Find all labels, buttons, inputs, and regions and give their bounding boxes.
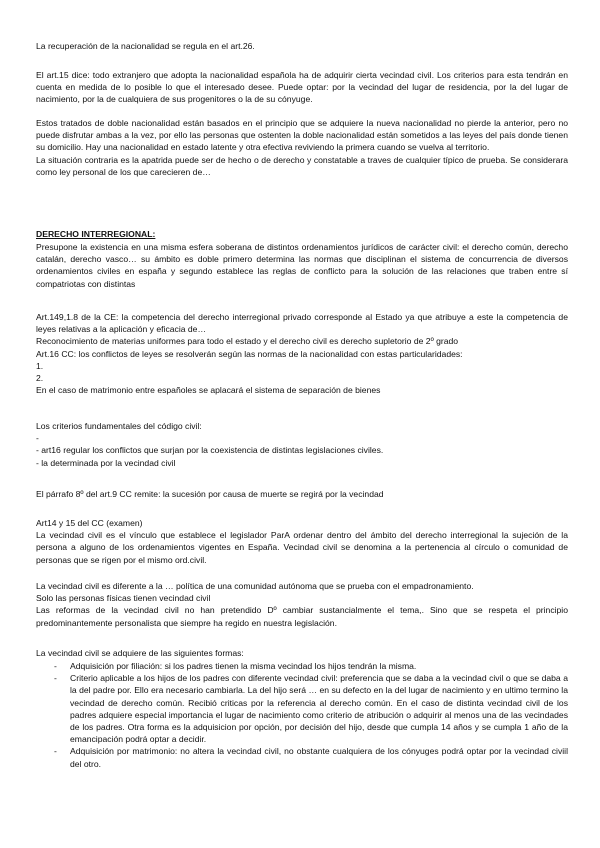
dash-item: - art16 regular los conflictos que surjan por la coexistencia de distintas legislaciones civiles. (36, 445, 384, 456)
paragraph-text: Estos tratados de doble nacionalidad están basados en el principio que se adquiere la nueva nacionalidad no pierde la anterior, pero no puede disfrutar ambas a la vez, por ello las personas que ostenten la doble nacionalidad están sometidos a las leyes del país donde tienen su domicilio. Hay una nacionalidad en estado latente y otra efectiva reviviendo la primera cuando se vuelva al territorio. (36, 118, 568, 153)
paragraph (36, 647, 568, 659)
paragraph (36, 488, 568, 500)
paragraph (36, 420, 568, 469)
paragraph (36, 241, 568, 290)
paragraph (36, 40, 568, 52)
dash-marker: - (54, 661, 57, 671)
dash-item: - la determinada por la vecindad civil (36, 457, 176, 468)
paragraph-text: La vecindad civil es diferente a la … política de una comunidad autónoma que se prueba con el empadronamiento. (36, 581, 474, 591)
paragraph-text: El párrafo 8º del art.9 CC remite: la sucesión por causa de muerte se regirá por la vecindad (36, 489, 384, 499)
dash-marker: - (54, 673, 57, 684)
heading-text: DERECHO INTERREGIONAL: (36, 229, 156, 239)
paragraph-text: La situación contraria es la apatrida puede ser de hecho o de derecho y constatable a traves de cualquier típico de prueba. Se considerara como ley personal de los que carecieren de… (36, 154, 568, 177)
list-item-text: Criterio aplicable a los hijos de los padres con diferente vecindad civil: preferencia que se daba a la vecindad civil o que se daba a la del padre por. Ello era necesario cambiarla. La del hijo será … en su defecto en la del lugar de nacimiento y en ultimo termino la vecindad de derecho común. Recibió criticas por la referencia al derecho común. En el caso de distinta vecindad civil de los padres adquiere especial importancia el lugar de nacimiento como criterio de atribución o adquirir al menos una de las vecindades de los padres. Otra forma es la adquisicion por opción, por decisión del hijo, desde que cumpla 14 años y se cumpla 1 año de la emancipación podrá optar a decidir. (70, 673, 568, 745)
dash-marker: - (54, 746, 57, 757)
numbered-item: 1. (36, 360, 44, 371)
numbered-item: 2. (36, 373, 44, 384)
paragraph-text: La vecindad civil se adquiere de las siguientes formas: (36, 648, 244, 658)
paragraph-text: Los criterios fundamentales del código civil: (36, 421, 202, 431)
paragraph (36, 69, 568, 106)
paragraph (36, 517, 568, 566)
paragraph-text: Art14 y 15 del CC (examen) (36, 518, 143, 528)
list-item (36, 660, 568, 672)
paragraph-text: El art.15 dice: todo extranjero que adopta la nacionalidad española ha de adquirir cierta vecindad civil. Los criterios para esta tendrán en cuenta en medida de lo posible lo que el interesado desee. Puede optar: por la vecindad del lugar de residencia, por la del lugar de nacimiento, por la de cualquiera de sus progenitores o la de su cónyuge. (36, 70, 568, 105)
section-heading (36, 228, 568, 240)
dash-item: - (36, 433, 39, 444)
paragraph-text: En el caso de matrimonio entre españoles se aplacará el sistema de separación de bienes (36, 385, 381, 396)
paragraph (36, 311, 568, 396)
paragraph-text: Art.16 CC: los conflictos de leyes se resolverán según las normas de la nacionalidad con estas particularidades: (36, 348, 463, 359)
paragraph-text: Solo las personas físicas tienen vecindad civil (36, 593, 211, 604)
paragraph-text: Las reformas de la vecindad civil no han pretendido Dº cambiar sustancialmente el tema,. Sino que se respeta el principio predominantemente personalista que siempre ha regido en nuestra legislación. (36, 605, 568, 628)
list-item (36, 672, 568, 745)
paragraph-text: Art.149,1.8 de la CE: la competencia del derecho interregional privado corresponde al Estado ya que atribuye a este la competencia de leyes relativas a la aplicación y eficacia de… (36, 312, 568, 335)
list-item (36, 745, 568, 769)
list-item-text: Adquisición por matrimonio: no altera la vecindad civil, no obstante cualquiera de los cónyuges podrá optar por la vecindad civiil del otro. (70, 746, 568, 769)
paragraph-text: Reconocimiento de materias uniformes para todo el estado y el derecho civil es derecho supletorio de 2º grado (36, 336, 459, 347)
paragraph (36, 117, 568, 178)
paragraph-text: La vecindad civil es el vínculo que establece el legislador ParA ordenar dentro del ámbito del derecho interregional la sujeción de la persona a alguno de los ordenamientos vigentes en España. Vecindad civil se denomina a la pertenencia al círculo o comunidad de personas que se rigen por el mismo ord.civil. (36, 530, 568, 565)
paragraph (36, 580, 568, 629)
paragraph-text: La recuperación de la nacionalidad se regula en el art.26. (36, 41, 255, 51)
paragraph-text: Presupone la existencia en una misma esfera soberana de distintos ordenamientos jurídicos de carácter civil: el derecho común, derecho catalán, derecho vasco… su ámbito es doble primero determina las normas que disciplinan el sistema de concurrencia de diversos ordenamientos civiles en españa y segundo establece las reglas de conflicto para la solución de las relaciones que traben entre sí compatriotas con distintas (36, 242, 568, 289)
bullet-list (36, 660, 568, 770)
list-item-text: Adquisición por filiación: si los padres tienen la misma vecindad los hijos tendrán la misma. (70, 661, 417, 671)
